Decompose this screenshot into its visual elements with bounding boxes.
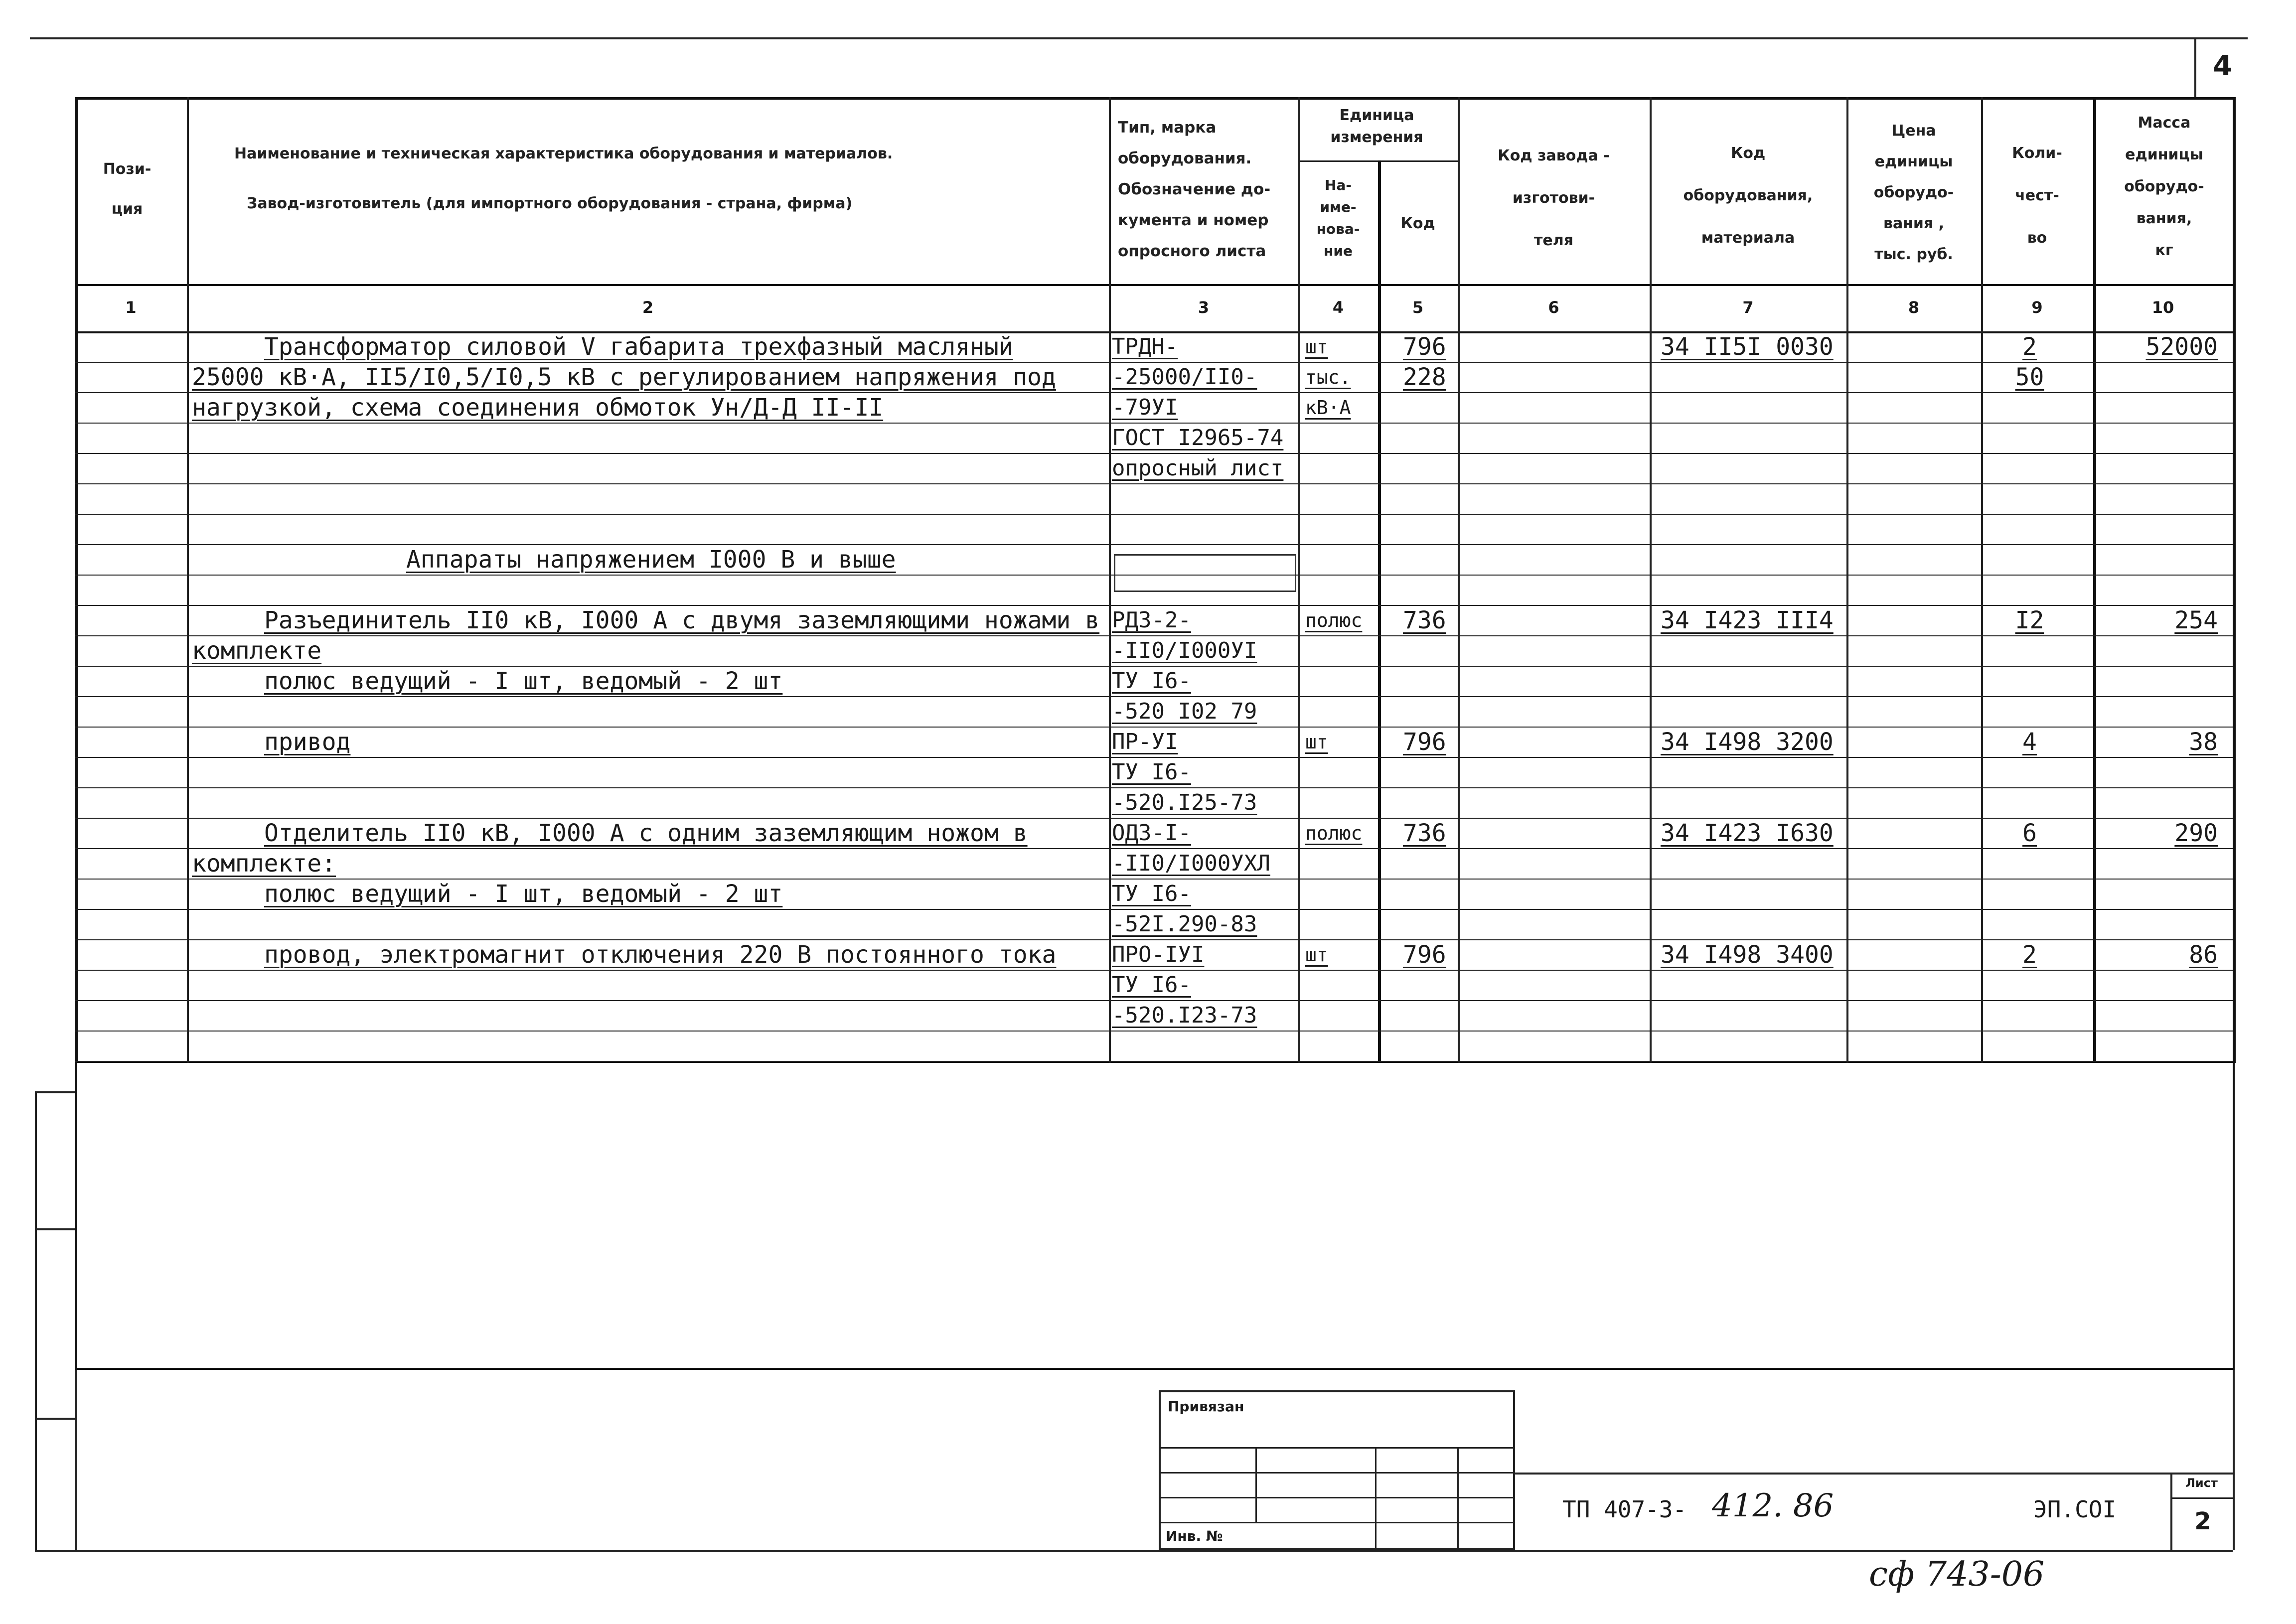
column-number-5: 5: [1412, 298, 1424, 317]
item-type: опросный лист: [1112, 455, 1284, 481]
inv-no-label: Инв. №: [1166, 1528, 1223, 1544]
column-divider: [2233, 97, 2236, 1063]
row-line: [75, 1061, 2233, 1062]
unit-mass: 254: [2174, 606, 2218, 634]
header-unit-code: Код: [1400, 215, 1435, 232]
column-number-10: 10: [2151, 298, 2174, 317]
item-name: Аппараты напряжением I000 В и выше: [406, 546, 896, 574]
item-name: Отделитель II0 кВ, I000 А с одним заземляющим ножом в: [264, 819, 1028, 847]
quantity: 6: [2022, 819, 2037, 847]
privyazan-stamp: [1159, 1390, 1515, 1550]
item-name: нагрузкой, схема соединения обмоток Ун/Д-Д II-II: [192, 394, 884, 422]
column-divider: [75, 97, 78, 1063]
column-number-8: 8: [1908, 298, 1920, 317]
header-type: Тип, марка оборудования. Обозначение до- кумента и номер опросного листа: [1118, 119, 1271, 260]
item-type: ТУ I6-: [1112, 668, 1191, 694]
header-mass: Масса единицы оборудо- вания, кг: [2124, 114, 2204, 259]
unit-code: 736: [1403, 606, 1446, 634]
column-divider: [1650, 97, 1652, 1063]
item-type: ПР-УI: [1112, 729, 1178, 754]
binding-tick-3: [35, 1418, 75, 1420]
column-number-3: 3: [1198, 298, 1210, 317]
unit-mass: 86: [2189, 941, 2218, 969]
sheet-code: ЭП.СОI: [2033, 1496, 2117, 1523]
list-box-left: [2170, 1473, 2172, 1550]
quantity: 50: [2015, 363, 2044, 391]
item-type: -520 I02 79: [1112, 699, 1257, 724]
item-name: Трансформатор силовой V габарита трехфазный масляный: [264, 333, 1013, 361]
title-block-top: [1515, 1473, 2233, 1475]
frame-bottom-left: [75, 1368, 77, 1550]
item-type: ТУ I6-: [1112, 881, 1191, 906]
item-name: 25000 кВ·А, II5/I0,5/I0,5 кВ с регулированием напряжения под: [192, 363, 1056, 391]
list-label: Лист: [2185, 1476, 2218, 1490]
bottom-rule: [35, 1550, 2233, 1552]
unit-code: 796: [1403, 333, 1446, 361]
item-type: ТРДН-: [1112, 334, 1178, 359]
item-type: ГОСТ I2965-74: [1112, 425, 1284, 450]
header-name-line2: Завод-изготовитель (для импортного оборудования - страна, фирма): [247, 195, 853, 212]
equipment-code: 34 I498 3400: [1661, 941, 1834, 969]
binding-tick-2: [35, 1228, 75, 1230]
item-name: комплекте: [192, 637, 322, 665]
column-divider: [1981, 97, 1983, 1063]
item-type: -25000/II0-: [1112, 364, 1257, 390]
column-divider: [187, 97, 189, 1063]
header-price: Цена единицы оборудо- вания , тыс. руб.: [1873, 122, 1954, 263]
header-equipment-code: Код оборудования, материала: [1683, 145, 1813, 247]
unit-code: 228: [1403, 363, 1446, 391]
column-number-2: 2: [642, 298, 654, 317]
list-number: 2: [2194, 1507, 2211, 1535]
quantity: 2: [2022, 333, 2037, 361]
doc-code-printed: ТП 407-3-: [1562, 1496, 1687, 1523]
binding-tick-1: [35, 1091, 75, 1093]
item-type: ТУ I6-: [1112, 972, 1191, 998]
top-rule: [30, 37, 2248, 39]
privyazan-label: Привязан: [1168, 1398, 1244, 1415]
item-type: -II0/I000УI: [1112, 638, 1257, 663]
unit-mass: 290: [2174, 819, 2218, 847]
unit-name: тыс.: [1305, 366, 1351, 388]
item-name: полюс ведущий - I шт, ведомый - 2 шт: [264, 667, 783, 695]
column-divider: [1298, 97, 1300, 1063]
left-frame-ext: [75, 1061, 77, 1368]
unit-mass: 38: [2189, 728, 2218, 756]
unit-name: шт: [1305, 944, 1328, 966]
column-divider: [2093, 97, 2096, 1063]
equipment-code: 34 I498 3200: [1661, 728, 1834, 756]
unit-name: шт: [1305, 336, 1328, 358]
list-box-divider: [2170, 1497, 2233, 1499]
table-top-border: [75, 97, 2235, 100]
item-type: ПРО-IУI: [1112, 942, 1205, 967]
header-bottom-border: [75, 284, 2235, 286]
column-divider: [1109, 97, 1111, 1063]
row-line: [75, 514, 2233, 515]
row-line: [75, 483, 2233, 484]
quantity: 4: [2022, 728, 2037, 756]
equipment-code: 34 II5I 0030: [1661, 333, 1834, 361]
header-name-line1: Наименование и техническая характеристика оборудования и материалов.: [234, 145, 893, 162]
row-line: [75, 544, 2233, 545]
column-divider: [1458, 97, 1460, 1063]
unit-mass: 52000: [2145, 333, 2218, 361]
item-type: -II0/I000УХЛ: [1112, 851, 1270, 876]
handwritten-note: сф 743-06: [1869, 1555, 2045, 1594]
right-frame-ext: [2233, 1061, 2235, 1368]
quantity: 2: [2022, 941, 2037, 969]
unit-name: шт: [1305, 731, 1328, 753]
column-number-4: 4: [1332, 298, 1344, 317]
item-name: привод: [264, 728, 351, 756]
binding-line: [35, 1091, 37, 1550]
unit-code: 736: [1403, 819, 1446, 847]
unit-code: 796: [1403, 728, 1446, 756]
column-number-1: 1: [125, 298, 137, 317]
unit-code: 796: [1403, 941, 1446, 969]
frame-bottom-right: [2233, 1368, 2235, 1550]
unit-name: кВ·А: [1305, 397, 1351, 419]
equipment-code: 34 I423 I630: [1661, 819, 1834, 847]
item-name: комплекте:: [192, 850, 336, 878]
item-name: Разъединитель II0 кВ, I000 А с двумя заземляющими ножами в: [264, 606, 1100, 634]
header-position: Пози- ция: [103, 160, 152, 218]
row-line: [75, 1031, 2233, 1032]
quantity: I2: [2015, 606, 2044, 634]
sheet-number-box-left: [2194, 37, 2196, 97]
column-divider: [1378, 160, 1381, 1063]
item-type: РДЗ-2-: [1112, 607, 1191, 633]
item-type: -79УI: [1112, 395, 1178, 420]
item-type: -520.I25-73: [1112, 790, 1257, 815]
item-type: -52I.290-83: [1112, 911, 1257, 937]
unit-name: полюс: [1305, 609, 1363, 631]
column-number-9: 9: [2031, 298, 2043, 317]
header-plant-code: Код завода - изготови- теля: [1498, 147, 1610, 249]
item-type: -520.I23-73: [1112, 1003, 1257, 1028]
equipment-code: 34 I423 III4: [1661, 606, 1834, 634]
column-number-6: 6: [1548, 298, 1559, 317]
column-number-7: 7: [1742, 298, 1754, 317]
header-unit: Единица измерения: [1330, 107, 1423, 146]
item-name: провод, электромагнит отключения 220 В постоянного тока: [264, 941, 1057, 969]
frame-lower-border: [75, 1368, 2235, 1370]
item-type: ТУ I6-: [1112, 759, 1191, 785]
unit-name: полюс: [1305, 822, 1363, 844]
item-type: ОДЗ-I-: [1112, 820, 1191, 846]
questionnaire-box: [1114, 554, 1296, 592]
header-unit-name: На- име- нова- ние: [1316, 177, 1360, 259]
doc-code-handwritten: 412. 86: [1712, 1487, 1834, 1524]
column-divider: [1846, 97, 1848, 1063]
sheet-number: 4: [2213, 50, 2233, 82]
item-name: полюс ведущий - I шт, ведомый - 2 шт: [264, 880, 783, 908]
row-line: [75, 575, 2233, 576]
header-quantity: Коли- чест- во: [2012, 145, 2062, 247]
